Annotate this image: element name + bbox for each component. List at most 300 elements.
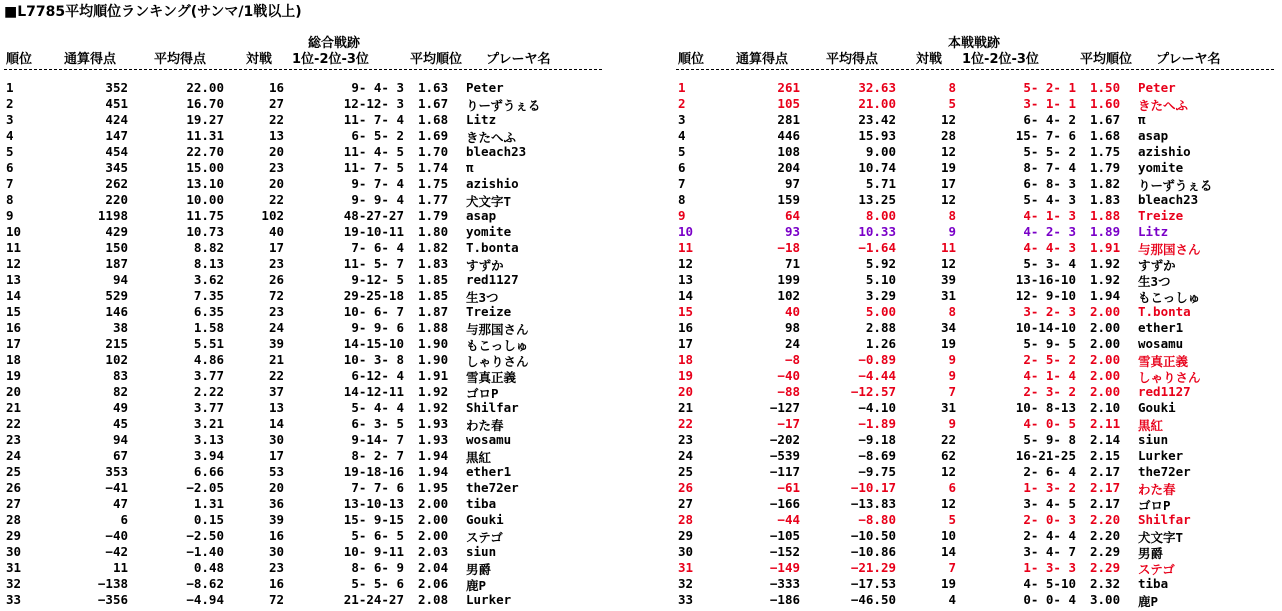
total-score-cell: 47 [112,496,128,511]
average-rank-cell: 2.00 [418,512,449,527]
player-name-cell: 生3つ [466,290,499,305]
player-name-cell: きたへふ [466,130,517,145]
rank-cell: 13 [6,272,22,287]
average-score-cell: −12.57 [850,384,896,399]
player-name-cell: 雪真正義 [466,370,517,385]
games-cell: 62 [940,448,956,463]
average-score-cell: 21.00 [858,96,896,111]
header-rank: 順位 [678,52,705,67]
player-name-cell: すずか [466,258,504,273]
average-score-cell: 5.00 [865,304,896,319]
total-score-cell: 108 [777,144,800,159]
games-cell: 12 [940,112,956,127]
rank-cell: 3 [6,112,14,127]
rank-cell: 9 [678,208,686,223]
average-rank-cell: 2.04 [418,560,449,575]
total-score-cell: 352 [105,80,128,95]
player-name-cell: わた春 [1138,482,1176,497]
player-name-cell: Gouki [466,512,504,527]
total-score-cell: 11 [112,560,128,575]
games-cell: 14 [268,416,284,431]
player-name-cell: tiba [1138,576,1169,591]
games-cell: 30 [268,544,284,559]
games-cell: 20 [268,480,284,495]
games-cell: 22 [268,192,284,207]
average-score-cell: −10.17 [850,480,896,495]
games-cell: 20 [268,144,284,159]
games-cell: 36 [268,496,284,511]
games-cell: 19 [940,160,956,175]
average-rank-cell: 1.69 [418,128,449,143]
rank-cell: 25 [678,464,694,479]
placement-record-cell: 14-15-10 [343,336,404,351]
table-row [676,400,1280,416]
table-row [4,432,608,448]
games-cell: 26 [268,272,284,287]
placement-record-cell: 5- 6- 5 [351,528,404,543]
table-row [676,592,1280,608]
average-score-cell: −8.80 [858,512,896,527]
total-score-cell: 529 [105,288,128,303]
games-cell: 17 [940,176,956,191]
games-cell: 39 [268,336,284,351]
placement-record-cell: 11- 7- 4 [343,112,404,127]
table-row [676,528,1280,544]
average-rank-cell: 1.79 [1090,160,1121,175]
table-row [676,368,1280,384]
average-rank-cell: 1.90 [418,336,449,351]
player-name-cell: Peter [1138,80,1176,95]
placement-record-cell: 1- 3- 2 [1023,480,1076,495]
games-cell: 20 [268,176,284,191]
placement-record-cell: 2- 3- 2 [1023,384,1076,399]
placement-record-cell: 12- 9-10 [1015,288,1076,303]
games-cell: 23 [268,256,284,271]
average-rank-cell: 1.89 [1090,224,1121,239]
games-cell: 39 [940,272,956,287]
rank-cell: 12 [678,256,694,271]
average-score-cell: −2.50 [186,528,224,543]
rank-cell: 22 [678,416,694,431]
rank-cell: 6 [6,160,14,175]
rank-cell: 26 [6,480,22,495]
table-row [676,336,1280,352]
table-row [676,128,1280,144]
rank-cell: 27 [678,496,694,511]
placement-record-cell: 3- 1- 1 [1023,96,1076,111]
table-row [4,128,608,144]
rank-cell: 6 [678,160,686,175]
average-rank-cell: 1.82 [418,240,449,255]
total-score-cell: −333 [769,576,800,591]
player-name-cell: Litz [466,112,497,127]
placement-record-cell: 2- 5- 2 [1023,352,1076,367]
table-row [676,512,1280,528]
rank-cell: 8 [678,192,686,207]
player-name-cell: azishio [466,176,519,191]
average-rank-cell: 1.75 [418,176,449,191]
placement-record-cell: 5- 4- 4 [351,400,404,415]
total-score-cell: 150 [105,240,128,255]
placement-record-cell: 4- 5-10 [1023,576,1076,591]
total-score-cell: 204 [777,160,800,175]
placement-record-cell: 9- 7- 4 [351,176,404,191]
total-score-cell: 40 [784,304,800,319]
header-average-score: 平均得点 [826,52,879,67]
rank-cell: 28 [678,512,694,527]
games-cell: 22 [268,112,284,127]
placement-record-cell: 4- 0- 5 [1023,416,1076,431]
rank-cell: 11 [6,240,22,255]
rank-cell: 5 [678,144,686,159]
average-rank-cell: 2.15 [1090,448,1121,463]
total-score-cell: 1198 [97,208,128,223]
games-cell: 102 [261,208,284,223]
player-name-cell: りーずうぇる [466,98,541,113]
player-name-cell: ether1 [466,464,512,479]
total-score-cell: −186 [769,592,800,607]
player-name-cell: ゴロP [1138,498,1171,513]
rank-cell: 10 [678,224,694,239]
average-score-cell: 3.13 [193,432,224,447]
total-score-cell: 64 [784,208,800,223]
average-score-cell: −2.05 [186,480,224,495]
total-score-cell: 49 [112,400,128,415]
average-rank-cell: 1.92 [1090,272,1121,287]
average-score-cell: −13.83 [850,496,896,511]
total-score-cell: 446 [777,128,800,143]
total-score-cell: 102 [777,288,800,303]
average-rank-cell: 1.94 [418,464,449,479]
games-cell: 23 [268,560,284,575]
total-score-cell: −41 [105,480,128,495]
average-rank-cell: 1.92 [418,400,449,415]
table-row [4,464,608,480]
games-cell: 16 [268,80,284,95]
rank-cell: 24 [6,448,22,463]
placement-record-cell: 3- 4- 5 [1023,496,1076,511]
games-cell: 12 [940,192,956,207]
player-name-cell: bleach23 [466,144,527,159]
average-rank-cell: 2.03 [418,544,449,559]
rank-cell: 18 [678,352,694,367]
rank-cell: 25 [6,464,22,479]
average-score-cell: 7.35 [193,288,224,303]
rank-cell: 33 [678,592,694,607]
header-divider [4,69,602,70]
header-total-score: 通算得点 [64,52,117,67]
player-name-cell: 与那国さん [1138,242,1201,257]
table-row [4,144,608,160]
total-score-cell: 220 [105,192,128,207]
player-name-cell: yomite [1138,160,1184,175]
player-name-cell: 黒紅 [466,450,492,465]
total-score-cell: −40 [777,368,800,383]
header-rank: 順位 [6,52,33,67]
placement-record-cell: 10- 6- 7 [343,304,404,319]
games-cell: 5 [948,512,956,527]
player-name-cell: the72er [466,480,519,495]
average-rank-cell: 1.85 [418,272,449,287]
placement-record-cell: 5- 2- 1 [1023,80,1076,95]
average-rank-cell: 1.74 [418,160,449,175]
total-score-cell: −356 [97,592,128,607]
games-cell: 27 [268,96,284,111]
average-score-cell: 1.58 [193,320,224,335]
header-placements: 1位-2位-3位 [962,52,1039,67]
rank-cell: 30 [678,544,694,559]
rank-cell: 19 [6,368,22,383]
table-row [676,224,1280,240]
player-name-cell: ゴロP [466,386,499,401]
table-row [676,544,1280,560]
player-name-cell: asap [466,208,497,223]
header-average-rank: 平均順位 [410,52,463,67]
player-name-cell: T.bonta [466,240,519,255]
table-row [4,288,608,304]
average-rank-cell: 1.67 [1090,112,1121,127]
games-cell: 28 [940,128,956,143]
average-score-cell: −8.62 [186,576,224,591]
rank-cell: 3 [678,112,686,127]
rank-cell: 17 [6,336,22,351]
average-rank-cell: 1.63 [418,80,449,95]
rank-cell: 15 [678,304,694,319]
placement-record-cell: 5- 4- 3 [1023,192,1076,207]
total-score-cell: 146 [105,304,128,319]
table-row [676,432,1280,448]
table-row [676,464,1280,480]
player-name-cell: もこっしゅ [1138,290,1201,305]
average-score-cell: 3.77 [193,400,224,415]
rank-cell: 11 [678,240,694,255]
header-average-score: 平均得点 [154,52,207,67]
table-row [4,336,608,352]
placement-record-cell: 10-14-10 [1015,320,1076,335]
games-cell: 12 [940,464,956,479]
average-score-cell: 5.92 [865,256,896,271]
average-rank-cell: 2.20 [1090,528,1121,543]
average-rank-cell: 1.50 [1090,80,1121,95]
table-row [676,80,1280,96]
rank-cell: 5 [6,144,14,159]
player-name-cell: wosamu [1138,336,1184,351]
games-cell: 72 [268,592,284,607]
games-cell: 9 [948,368,956,383]
player-name-cell: siun [466,544,497,559]
header-games: 対戦 [916,52,943,67]
placement-record-cell: 2- 0- 3 [1023,512,1076,527]
average-rank-cell: 2.08 [418,592,449,607]
average-score-cell: 1.26 [865,336,896,351]
player-name-cell: 犬文字T [1138,530,1184,545]
average-score-cell: 3.29 [865,288,896,303]
player-name-cell: もこっしゅ [466,338,529,353]
table-row [676,576,1280,592]
average-score-cell: 0.48 [193,560,224,575]
table-row [676,560,1280,576]
placement-record-cell: 0- 0- 4 [1023,592,1076,607]
average-score-cell: −17.53 [850,576,896,591]
total-score-cell: 94 [112,432,128,447]
rank-cell: 29 [678,528,694,543]
rank-cell: 32 [678,576,694,591]
games-cell: 31 [940,400,956,415]
games-cell: 72 [268,288,284,303]
table-row [4,576,608,592]
player-name-cell: red1127 [466,272,519,287]
placement-record-cell: 8- 2- 7 [351,448,404,463]
total-score-cell: −88 [777,384,800,399]
placement-record-cell: 21-24-27 [343,592,404,607]
games-cell: 11 [940,240,956,255]
total-score-cell: 38 [112,320,128,335]
player-name-cell: ステゴ [466,530,503,545]
table-row [676,208,1280,224]
average-score-cell: 9.00 [865,144,896,159]
table-row [4,384,608,400]
average-rank-cell: 1.79 [418,208,449,223]
average-score-cell: −4.94 [186,592,224,607]
placement-record-cell: 9-12- 5 [351,272,404,287]
placement-record-cell: 6-12- 4 [351,368,404,383]
average-score-cell: −10.50 [850,528,896,543]
average-rank-cell: 1.90 [418,352,449,367]
placement-record-cell: 2- 6- 4 [1023,464,1076,479]
games-cell: 9 [948,224,956,239]
total-score-cell: 105 [777,96,800,111]
games-cell: 7 [948,560,956,575]
average-score-cell: 11.31 [186,128,224,143]
rank-cell: 15 [6,304,22,319]
average-score-cell: −8.69 [858,448,896,463]
total-score-cell: 345 [105,160,128,175]
average-rank-cell: 2.00 [1090,352,1121,367]
average-score-cell: 10.00 [186,192,224,207]
games-cell: 8 [948,208,956,223]
rank-cell: 16 [6,320,22,335]
total-score-cell: 159 [777,192,800,207]
player-name-cell: red1127 [1138,384,1191,399]
table-row [676,160,1280,176]
average-rank-cell: 2.00 [1090,320,1121,335]
table-row [676,304,1280,320]
player-name-cell: bleach23 [1138,192,1199,207]
table-row [4,560,608,576]
average-rank-cell: 1.80 [418,224,449,239]
rank-cell: 31 [678,560,694,575]
table-row [4,480,608,496]
average-rank-cell: 1.82 [1090,176,1121,191]
rank-cell: 14 [6,288,22,303]
average-rank-cell: 1.88 [1090,208,1121,223]
placement-record-cell: 6- 3- 5 [351,416,404,431]
player-name-cell: azishio [1138,144,1191,159]
table-row [4,528,608,544]
header-player-name: プレーヤ名 [1156,52,1221,67]
table-row [676,496,1280,512]
average-rank-cell: 1.94 [1090,288,1121,303]
placement-record-cell: 19-18-16 [343,464,404,479]
overall-ranking-table [4,80,608,608]
table-row [4,192,608,208]
header-total-score: 通算得点 [736,52,789,67]
games-cell: 8 [948,304,956,319]
average-score-cell: 10.74 [858,160,896,175]
average-score-cell: 2.88 [865,320,896,335]
player-name-cell: 生3つ [1138,274,1171,289]
rank-cell: 21 [6,400,22,415]
games-cell: 8 [948,80,956,95]
average-rank-cell: 1.92 [418,384,449,399]
total-score-cell: −42 [105,544,128,559]
placement-record-cell: 4- 1- 3 [1023,208,1076,223]
placement-record-cell: 9- 9- 4 [351,192,404,207]
table-row [676,272,1280,288]
average-rank-cell: 2.00 [1090,384,1121,399]
table-row [4,112,608,128]
games-cell: 4 [948,592,956,607]
total-score-cell: 102 [105,352,128,367]
games-cell: 14 [940,544,956,559]
rank-cell: 20 [6,384,22,399]
placement-record-cell: 5- 3- 4 [1023,256,1076,271]
player-name-cell: Shilfar [1138,512,1191,527]
placement-record-cell: 13-16-10 [1015,272,1076,287]
placement-record-cell: 3- 4- 7 [1023,544,1076,559]
rank-cell: 9 [6,208,14,223]
average-rank-cell: 1.88 [418,320,449,335]
games-cell: 22 [268,368,284,383]
total-score-cell: −152 [769,544,800,559]
average-rank-cell: 1.75 [1090,144,1121,159]
games-cell: 23 [268,160,284,175]
player-name-cell: 鹿P [466,578,487,593]
average-score-cell: 0.15 [193,512,224,527]
player-name-cell: りーずうぇる [1138,178,1213,193]
average-score-cell: 32.63 [858,80,896,95]
average-rank-cell: 2.29 [1090,544,1121,559]
total-score-cell: 67 [112,448,128,463]
placement-record-cell: 5- 5- 2 [1023,144,1076,159]
rank-cell: 14 [678,288,694,303]
average-rank-cell: 1.83 [1090,192,1121,207]
player-name-cell: the72er [1138,464,1191,479]
player-name-cell: wosamu [466,432,512,447]
total-score-cell: −202 [769,432,800,447]
player-name-cell: Treize [1138,208,1184,223]
average-score-cell: 8.82 [193,240,224,255]
player-name-cell: Litz [1138,224,1169,239]
average-score-cell: 10.73 [186,224,224,239]
player-name-cell: π [466,160,474,175]
table-row [676,112,1280,128]
placement-record-cell: 3- 2- 3 [1023,304,1076,319]
games-cell: 16 [268,528,284,543]
placement-record-cell: 19-10-11 [343,224,404,239]
page-title: ■L7785平均順位ランキング(サンマ/1戦以上) [4,4,302,20]
rank-cell: 28 [6,512,22,527]
placement-record-cell: 4- 2- 3 [1023,224,1076,239]
average-rank-cell: 1.70 [418,144,449,159]
total-score-cell: 187 [105,256,128,271]
average-rank-cell: 1.92 [1090,256,1121,271]
average-score-cell: 8.00 [865,208,896,223]
games-cell: 17 [268,448,284,463]
player-name-cell: 雪真正義 [1138,354,1189,369]
section-title-main-event: 本戦戦跡 [948,36,1001,51]
table-row [4,224,608,240]
